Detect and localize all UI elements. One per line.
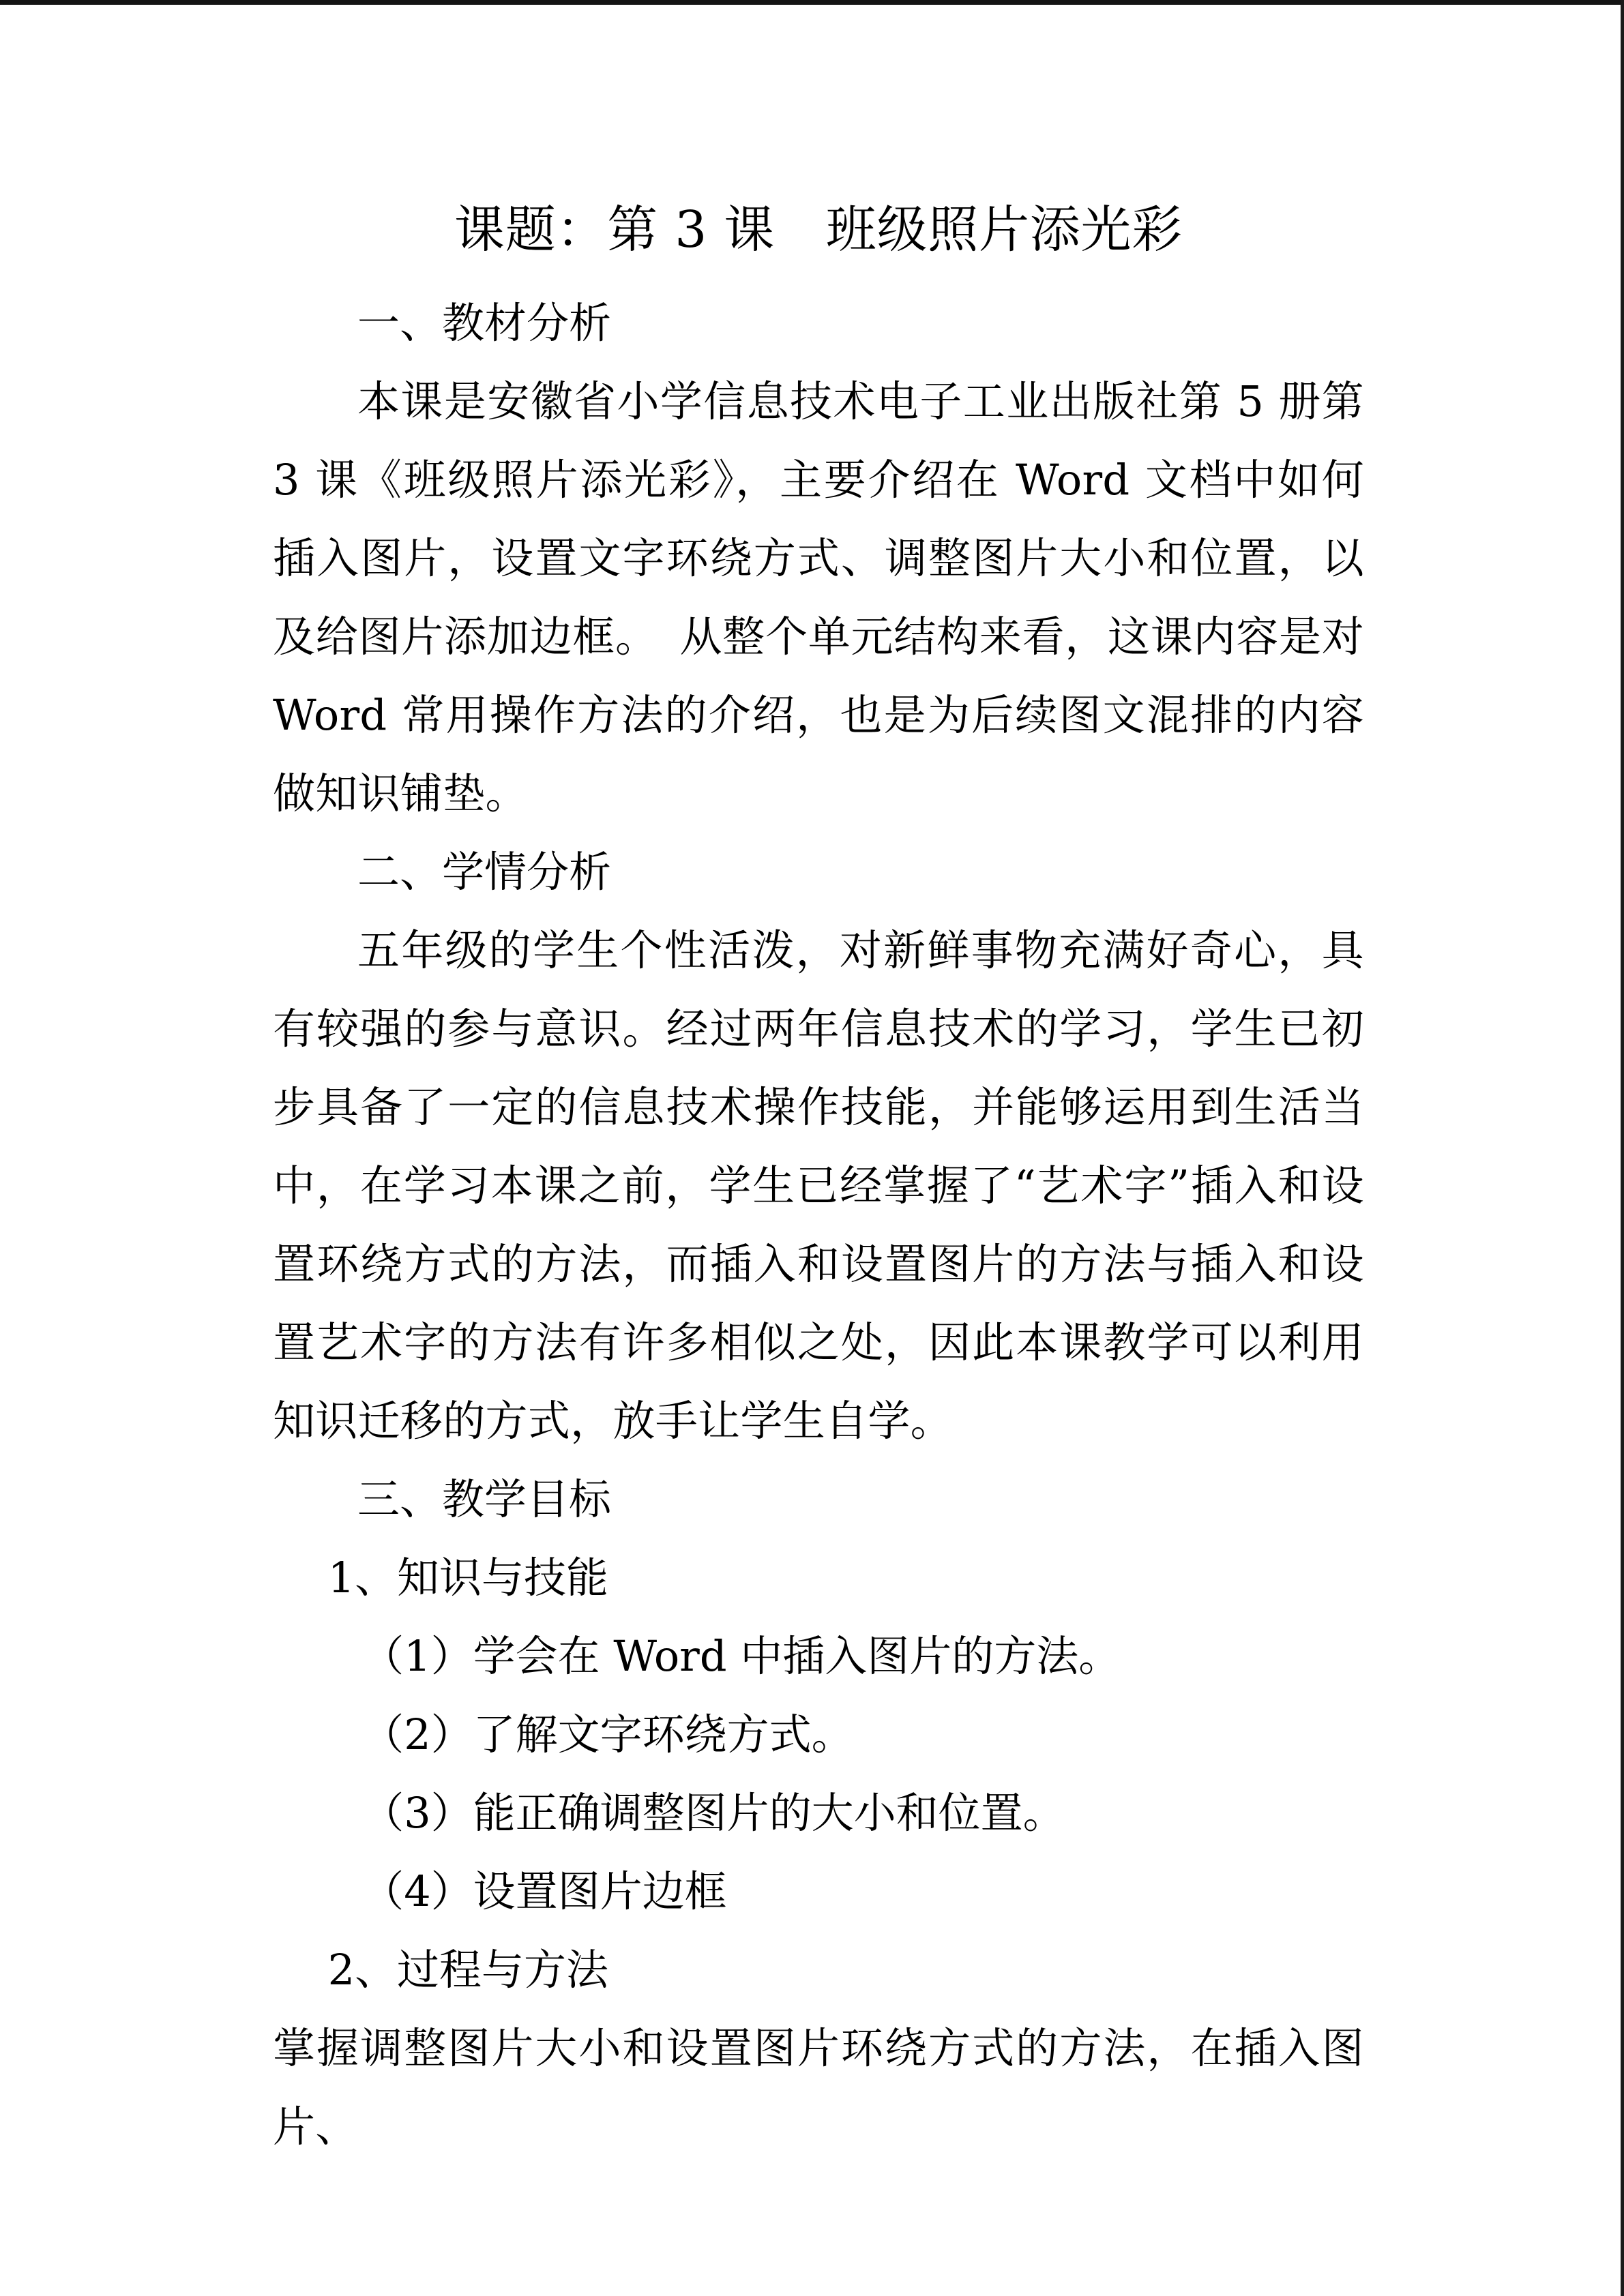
objective-item-1: （1）学会在 Word 中插入图片的方法。 xyxy=(361,1631,1121,1681)
section-2-paragraph-1: 五年级的学生个性活泼，对新鲜事物充满好奇心，具有较强的参与意识。经过两年信息技术的学习，学生已初步具备了一定的信息技术操作技能，并能够运用到生活当中，在学习本课之前，学生已经掌握了“艺术字”插入和设置环绕方式的方法，而插入和设置图片的方法与插入和设置艺术字的方法有许多相似之处，因此本课教学可以利用知识迁移的方式，放手让学生自学。 xyxy=(273,925,1364,1446)
section-1-paragraph-1: 本课是安徽省小学信息技术电子工业出版社第 5 册第 3 课《班级照片添光彩》，主要介绍在 Word 文档中如何插入图片，设置文字环绕方式、调整图片大小和位置，以及给图片添加边框。 从整个单元结构来看，这课内容是对 Word 常用操作方法的介绍，也是为后续图文混排的内容做知识铺垫。 xyxy=(273,376,1364,818)
section-heading-teaching-material-analysis: 一、教材分析 xyxy=(357,298,612,348)
section-heading-student-analysis: 二、学情分析 xyxy=(357,847,612,897)
scan-edge-right xyxy=(1621,0,1624,2296)
subsection-label-knowledge-and-skills: 1、知识与技能 xyxy=(327,1553,609,1602)
objective-item-2: （2）了解文字环绕方式。 xyxy=(361,1710,854,1759)
subsection-process-and-method-paragraph-1: 掌握调整图片大小和设置图片环绕方式的方法，在插入图片、 xyxy=(273,2023,1364,2151)
subsection-label-process-and-method: 2、过程与方法 xyxy=(327,1945,609,1995)
section-heading-teaching-objectives: 三、教学目标 xyxy=(357,1474,612,1524)
document-body xyxy=(273,0,1364,2166)
title-spacer xyxy=(273,255,1364,284)
page-title: 课题：第 3 课 班级照片添光彩 xyxy=(454,200,1183,259)
objective-item-3: （3）能正确调整图片的大小和位置。 xyxy=(361,1788,1065,1838)
objective-item-4: （4）设置图片边框 xyxy=(361,1866,727,1916)
